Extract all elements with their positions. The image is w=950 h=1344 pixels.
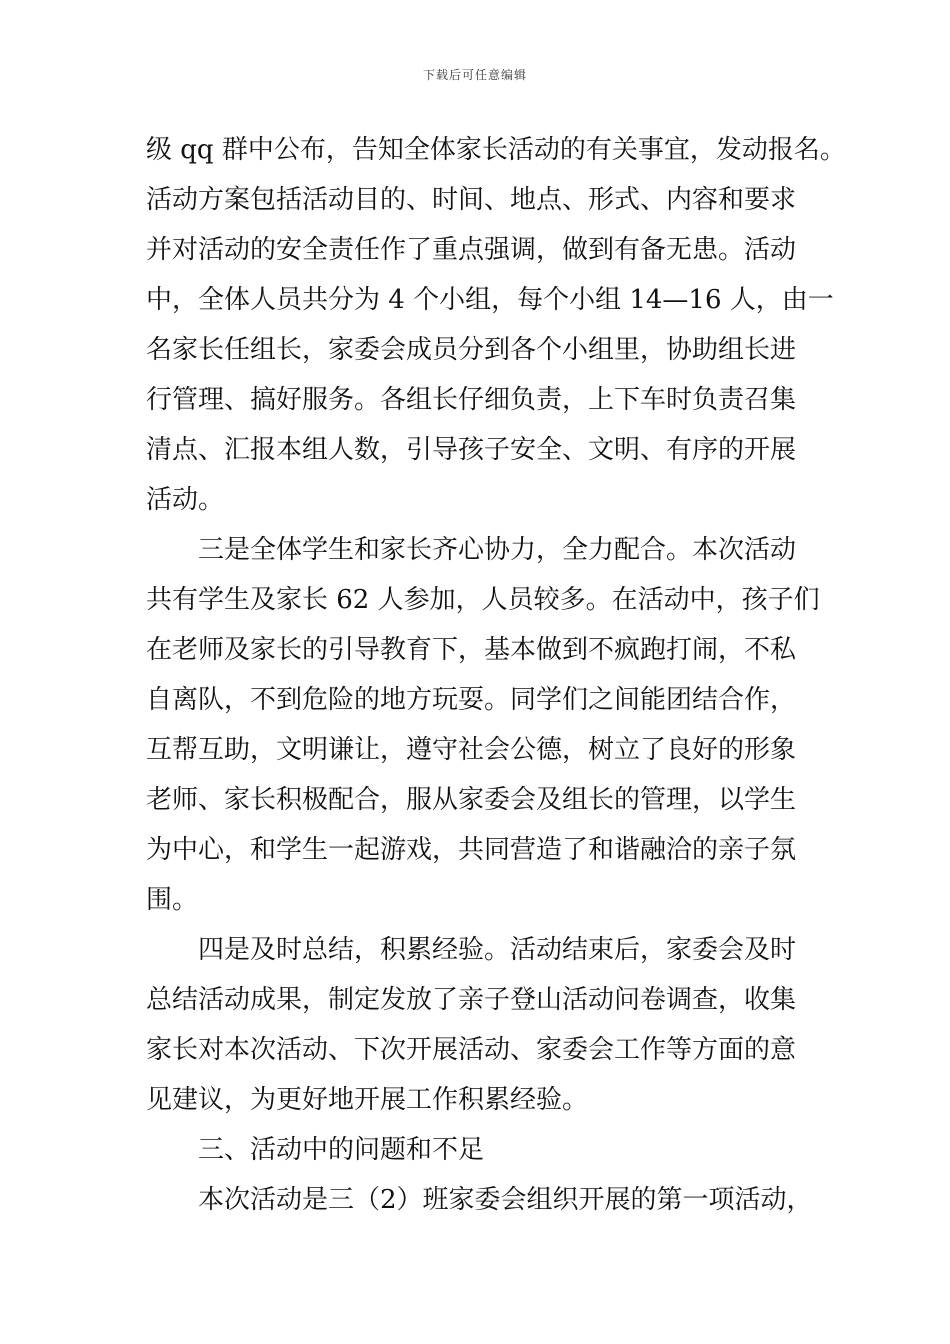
text-line: 在老师及家长的引导教育下，基本做到不疯跑打闹，不私 <box>146 635 797 665</box>
text-line: 清点、汇报本组人数，引导孩子安全、文明、有序的开展 <box>146 435 797 465</box>
body-text <box>146 125 846 1225</box>
text-line: 家长对本次活动、下次开展活动、家委会工作等方面的意 <box>146 1035 797 1065</box>
text-line: 并对活动的安全责任作了重点强调，做到有备无患。活动 <box>146 235 797 265</box>
text-line: 围。 <box>146 885 199 915</box>
text-line: 共有学生及家长 62 人参加，人员较多。在活动中，孩子们 <box>146 585 820 615</box>
paragraph-start-line: 三是全体学生和家长齐心协力，全力配合。本次活动 <box>198 535 797 565</box>
paragraph-start-line: 本次活动是三（2）班家委会组织开展的第一项活动， <box>198 1185 813 1215</box>
text-line: 互帮互助，文明谦让，遵守社会公德，树立了良好的形象 <box>146 735 797 765</box>
page-header: 下载后可任意编辑 <box>422 68 527 82</box>
section-heading: 三、活动中的问题和不足 <box>198 1135 485 1165</box>
text-line: 活动。 <box>146 485 225 515</box>
text-line: 中，全体人员共分为 4 个小组，每个小组 14—16 人，由一 <box>146 285 834 315</box>
text-line: 名家长任组长，家委会成员分到各个小组里，协助组长进 <box>146 335 797 365</box>
text-line: 老师、家长积极配合，服从家委会及组长的管理，以学生 <box>146 785 797 815</box>
text-line: 行管理、搞好服务。各组长仔细负责，上下车时负责召集 <box>146 385 797 415</box>
text-line: 活动方案包括活动目的、时间、地点、形式、内容和要求 <box>146 185 797 215</box>
text-line: 为中心，和学生一起游戏，共同营造了和谐融洽的亲子氛 <box>146 835 797 865</box>
paragraph-start-line: 四是及时总结，积累经验。活动结束后，家委会及时 <box>198 935 797 965</box>
text-line: 见建议，为更好地开展工作积累经验。 <box>146 1085 589 1115</box>
text-line: 总结活动成果，制定发放了亲子登山活动问卷调查，收集 <box>146 985 797 1015</box>
text-line: 自离队，不到危险的地方玩耍。同学们之间能团结合作， <box>146 685 797 715</box>
text-line: 级 qq 群中公布，告知全体家长活动的有关事宜，发动报名。 <box>146 135 846 165</box>
